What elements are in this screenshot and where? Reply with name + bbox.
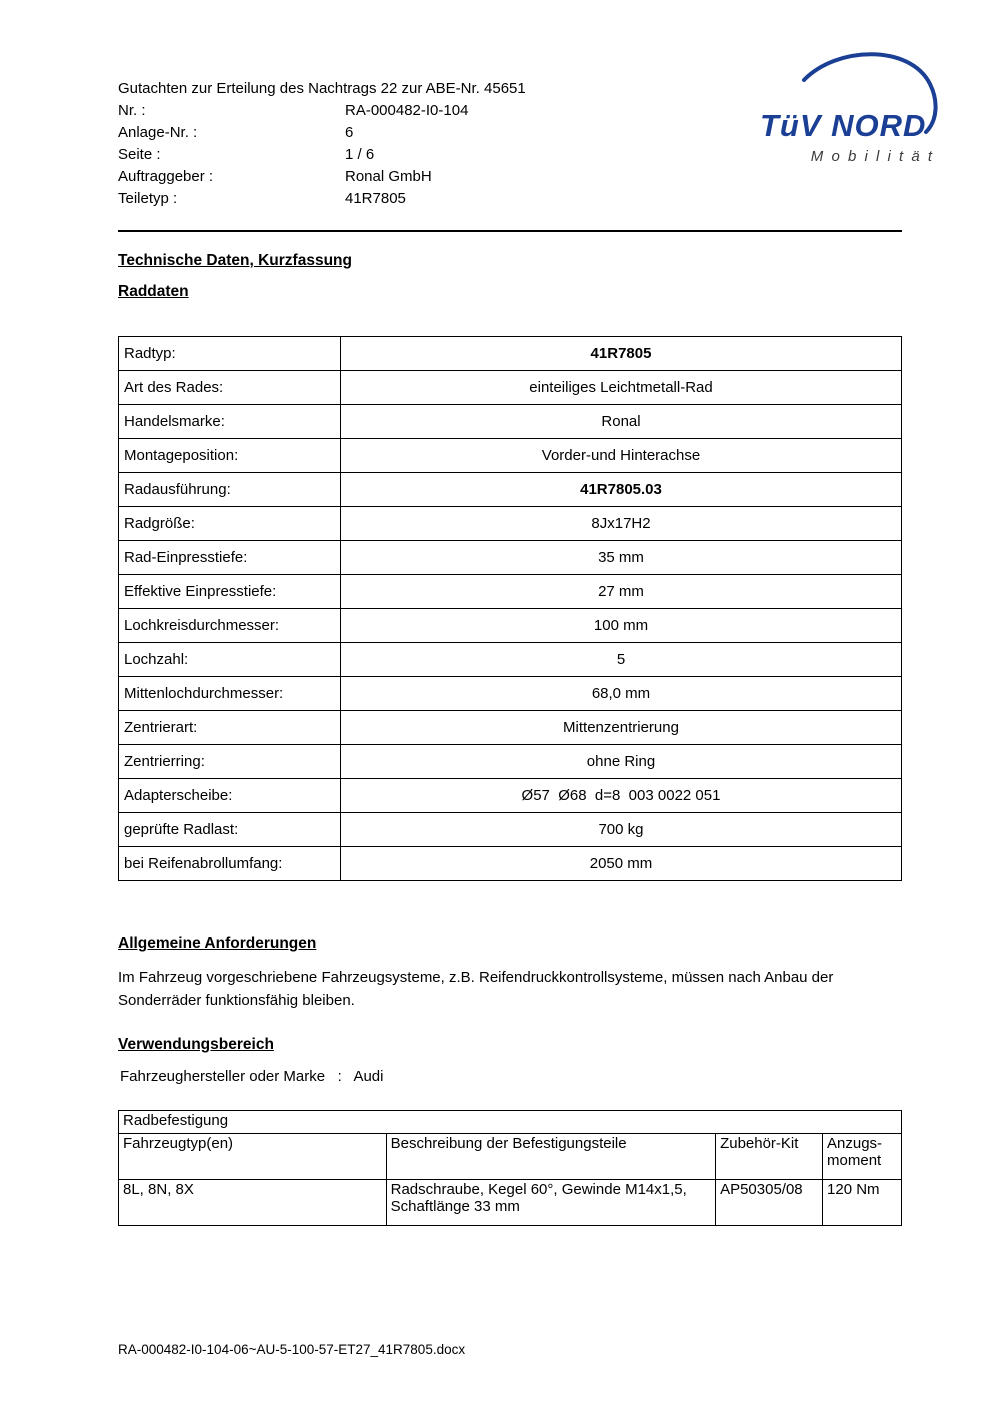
row-value: 41R7805 bbox=[341, 337, 902, 371]
row-label: Handelsmarke: bbox=[119, 405, 341, 439]
cell-zubehoer-kit: AP50305/08 bbox=[716, 1180, 823, 1226]
logo-wordmark: TüV NORD bbox=[760, 108, 927, 143]
row-label: Adapterscheibe: bbox=[119, 779, 341, 813]
table-row bbox=[119, 779, 902, 813]
header-block bbox=[118, 78, 738, 210]
row-label: Mittenlochdurchmesser: bbox=[119, 677, 341, 711]
row-value: 68,0 mm bbox=[341, 677, 902, 711]
field-value: 6 bbox=[345, 124, 354, 141]
table-row bbox=[119, 677, 902, 711]
header-field-anlage bbox=[118, 122, 738, 144]
section-heading-technische-daten: Technische Daten, Kurzfassung bbox=[118, 252, 352, 269]
header-field-teiletyp bbox=[118, 188, 738, 210]
document-title: Gutachten zur Erteilung des Nachtrags 22 zur ABE-Nr. 45651 bbox=[118, 80, 526, 97]
table-row bbox=[119, 541, 902, 575]
header-field-auftraggeber bbox=[118, 166, 738, 188]
table-row bbox=[119, 575, 902, 609]
field-value: Ronal GmbH bbox=[345, 168, 432, 185]
field-label: Nr. : bbox=[118, 102, 146, 119]
row-value: Mittenzentrierung bbox=[341, 711, 902, 745]
footer-filename: RA-000482-I0-104-06~AU-5-100-57-ET27_41R7805.docx bbox=[118, 1342, 466, 1357]
cell-anzugsmoment: 120 Nm bbox=[823, 1180, 902, 1226]
field-label: Auftraggeber : bbox=[118, 168, 214, 185]
section-heading-verwendungsbereich: Verwendungsbereich bbox=[118, 1036, 274, 1053]
logo-subtitle: M o b i l i t ä t bbox=[810, 148, 934, 165]
row-label: bei Reifenabrollumfang: bbox=[119, 847, 341, 881]
section-heading-raddaten: Raddaten bbox=[118, 283, 189, 300]
field-label: Anlage-Nr. : bbox=[118, 124, 198, 141]
column-header: Zubehör-Kit bbox=[716, 1134, 823, 1180]
row-value: 27 mm bbox=[341, 575, 902, 609]
fahrzeughersteller-line: Fahrzeughersteller oder Marke : Audi bbox=[120, 1068, 384, 1085]
column-header: Beschreibung der Befestigungsteile bbox=[386, 1134, 715, 1180]
table-row bbox=[119, 405, 902, 439]
row-label: Effektive Einpresstiefe: bbox=[119, 575, 341, 609]
row-label: Radgröße: bbox=[119, 507, 341, 541]
row-value: einteiliges Leichtmetall-Rad bbox=[341, 371, 902, 405]
table-row bbox=[119, 337, 902, 371]
header-field-nr bbox=[118, 100, 738, 122]
row-label: Radtyp: bbox=[119, 337, 341, 371]
row-label: Zentrierart: bbox=[119, 711, 341, 745]
table-row bbox=[119, 609, 902, 643]
radbefestigung-table bbox=[118, 1110, 902, 1226]
tuv-nord-logo bbox=[742, 50, 952, 180]
row-label: geprüfte Radlast: bbox=[119, 813, 341, 847]
raddaten-table-wrap bbox=[118, 336, 902, 881]
row-value: 2050 mm bbox=[341, 847, 902, 881]
table-row bbox=[119, 371, 902, 405]
row-value: 8Jx17H2 bbox=[341, 507, 902, 541]
allgemeine-anforderungen-text: Im Fahrzeug vorgeschriebene Fahrzeugsysteme, z.B. Reifendruckkontrollsysteme, müssen nach Anbau der Sonderräder funktionsfähig bleiben. bbox=[118, 969, 834, 1009]
row-value: Vorder-und Hinterachse bbox=[341, 439, 902, 473]
table-row bbox=[119, 745, 902, 779]
table-row bbox=[119, 507, 902, 541]
table-header-row bbox=[119, 1134, 902, 1180]
field-value: 1 / 6 bbox=[345, 146, 375, 163]
table-row bbox=[119, 847, 902, 881]
header-field-seite bbox=[118, 144, 738, 166]
header-divider bbox=[118, 230, 902, 232]
table-row bbox=[119, 813, 902, 847]
row-value: ohne Ring bbox=[341, 745, 902, 779]
table-row bbox=[119, 473, 902, 507]
raddaten-table bbox=[118, 336, 902, 881]
field-label: Seite : bbox=[118, 146, 161, 163]
row-label: Radausführung: bbox=[119, 473, 341, 507]
row-value: 100 mm bbox=[341, 609, 902, 643]
row-value: 700 kg bbox=[341, 813, 902, 847]
table-title-row bbox=[119, 1111, 902, 1134]
row-label: Montageposition: bbox=[119, 439, 341, 473]
row-label: Lochzahl: bbox=[119, 643, 341, 677]
row-value: 5 bbox=[341, 643, 902, 677]
section-heading-allgemeine-anforderungen: Allgemeine Anforderungen bbox=[118, 935, 317, 952]
table-title: Radbefestigung bbox=[119, 1111, 902, 1134]
row-label: Lochkreisdurchmesser: bbox=[119, 609, 341, 643]
cell-beschreibung: Radschraube, Kegel 60°, Gewinde M14x1,5, Schaftlänge 33 mm bbox=[386, 1180, 715, 1226]
table-row bbox=[119, 643, 902, 677]
radbefestigung-table-wrap bbox=[118, 1110, 902, 1226]
row-value: Ronal bbox=[341, 405, 902, 439]
row-label: Rad-Einpresstiefe: bbox=[119, 541, 341, 575]
field-value: RA-000482-I0-104 bbox=[345, 102, 469, 119]
field-value: 41R7805 bbox=[345, 190, 406, 207]
cell-fahrzeugtyp: 8L, 8N, 8X bbox=[119, 1180, 387, 1226]
row-value: 35 mm bbox=[341, 541, 902, 575]
field-label: Teiletyp : bbox=[118, 190, 178, 207]
column-header: Anzugs-moment bbox=[823, 1134, 902, 1180]
row-value: 41R7805.03 bbox=[341, 473, 902, 507]
row-label: Art des Rades: bbox=[119, 371, 341, 405]
row-label: Zentrierring: bbox=[119, 745, 341, 779]
table-row bbox=[119, 439, 902, 473]
row-value: Ø57 Ø68 d=8 003 0022 051 bbox=[341, 779, 902, 813]
column-header: Fahrzeugtyp(en) bbox=[119, 1134, 387, 1180]
table-row bbox=[119, 1180, 902, 1226]
table-row bbox=[119, 711, 902, 745]
